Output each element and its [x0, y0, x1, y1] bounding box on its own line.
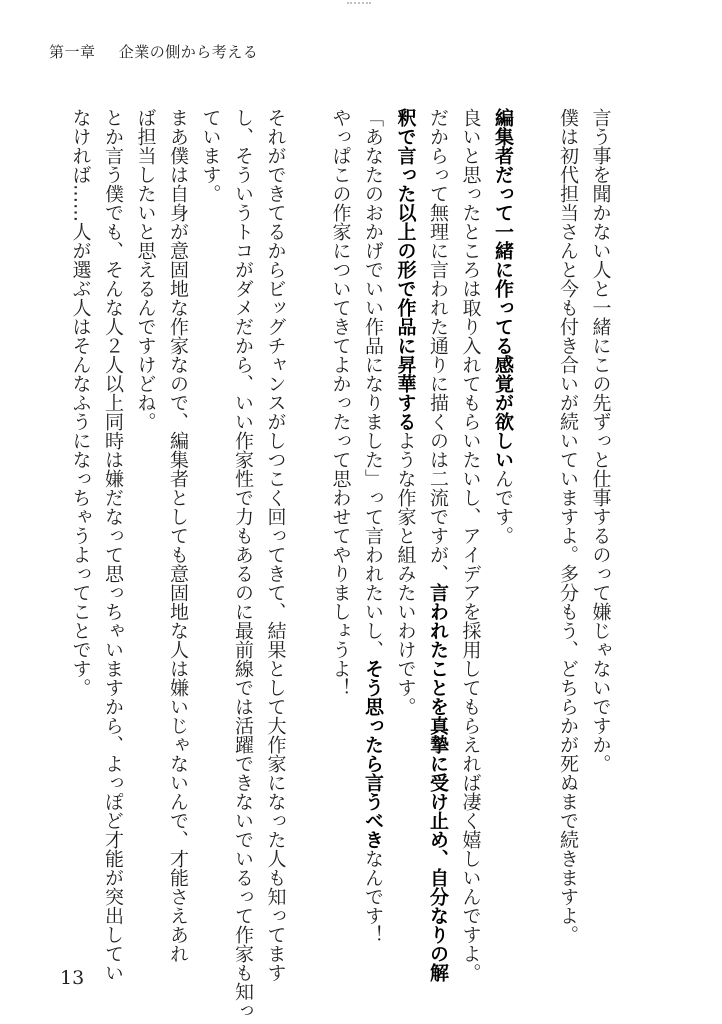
text-column: [100, 108, 126, 982]
text-segment: やっぱこの作家についてきてよかったって思わせてやりましょうよ！: [329, 108, 352, 697]
text-column: [133, 108, 159, 938]
text-column: [360, 108, 386, 944]
text-column: [68, 108, 94, 938]
chapter-title: 企業の側から考える: [118, 43, 259, 61]
text-segment: だからって無理に言われた通りに描くのは二流ですが、: [427, 108, 449, 583]
page-number: 13: [60, 967, 85, 989]
text-segment: ています。: [199, 108, 222, 203]
chapter-header: [49, 41, 258, 62]
text-column: [458, 108, 484, 982]
text-column: [328, 108, 354, 938]
bold-text: 言われたことを真摯に受け止め、自分なりの解: [427, 583, 449, 982]
text-segment: 僕は初代担当さんと今も付き合いが続いていますよ。多分もう、どちらかが死ぬまで続きますよ。: [557, 108, 579, 944]
text-column: [490, 108, 516, 938]
text-column: [263, 108, 289, 982]
text-segment: ば担当したいと思えるんですけどね。: [134, 108, 157, 431]
text-segment: ような作家と組みたいわけです。: [394, 431, 417, 716]
bold-text: そう思ったら言うべき: [362, 659, 384, 849]
chapter-number: 第一章: [49, 43, 96, 61]
text-column: [425, 108, 451, 982]
text-column: [230, 108, 256, 1020]
text-segment: まあ僕は自身が意固地な作家なので、編集者としても意固地な人は嫌いじゃないんで、才能さえあれ: [167, 108, 189, 963]
text-segment: なければ……人が選ぶ人はそんなふうになっちゃうよってことです。: [69, 108, 92, 697]
text-segment: んです。: [492, 469, 514, 545]
text-segment: し、そういうトコがダメだから、いい作家性で力もあるのに最前線では活躍できないでいるって作家も知っ: [232, 108, 254, 1020]
text-segment: 言う事を聞かない人と一緒にこの先ずっと仕事するのって嫌じゃないですか。: [589, 108, 612, 773]
text-segment: それができてるからビッグチャンスがしつこく回ってきて、結果として大作家になった人も知ってます: [264, 108, 287, 982]
text-column: [198, 108, 224, 938]
top-crop-mark: [347, 0, 371, 4]
bold-text: 釈で言った以上の形で作品に昇華する: [394, 108, 417, 431]
text-column: [165, 108, 191, 963]
text-column: [588, 108, 614, 938]
bold-text: 編集者だって一緒に作ってる感覚が欲しい: [492, 108, 514, 469]
text-column: [393, 108, 419, 938]
text-segment: なんです！: [362, 849, 384, 944]
text-segment: 「あなたのおかげでいい作品になりました」って言われたいし、: [362, 108, 384, 659]
text-segment: とか言う僕でも、そんな人２人以上同時は嫌だなって思っちゃいますから、よっぽど才能が突出してい: [102, 108, 124, 982]
text-column: [555, 108, 581, 944]
text-segment: 良いと思ったところは取り入れてもらいたいし、アイデアを採用してもらえれば凄く嬉しいんですよ。: [459, 108, 482, 982]
